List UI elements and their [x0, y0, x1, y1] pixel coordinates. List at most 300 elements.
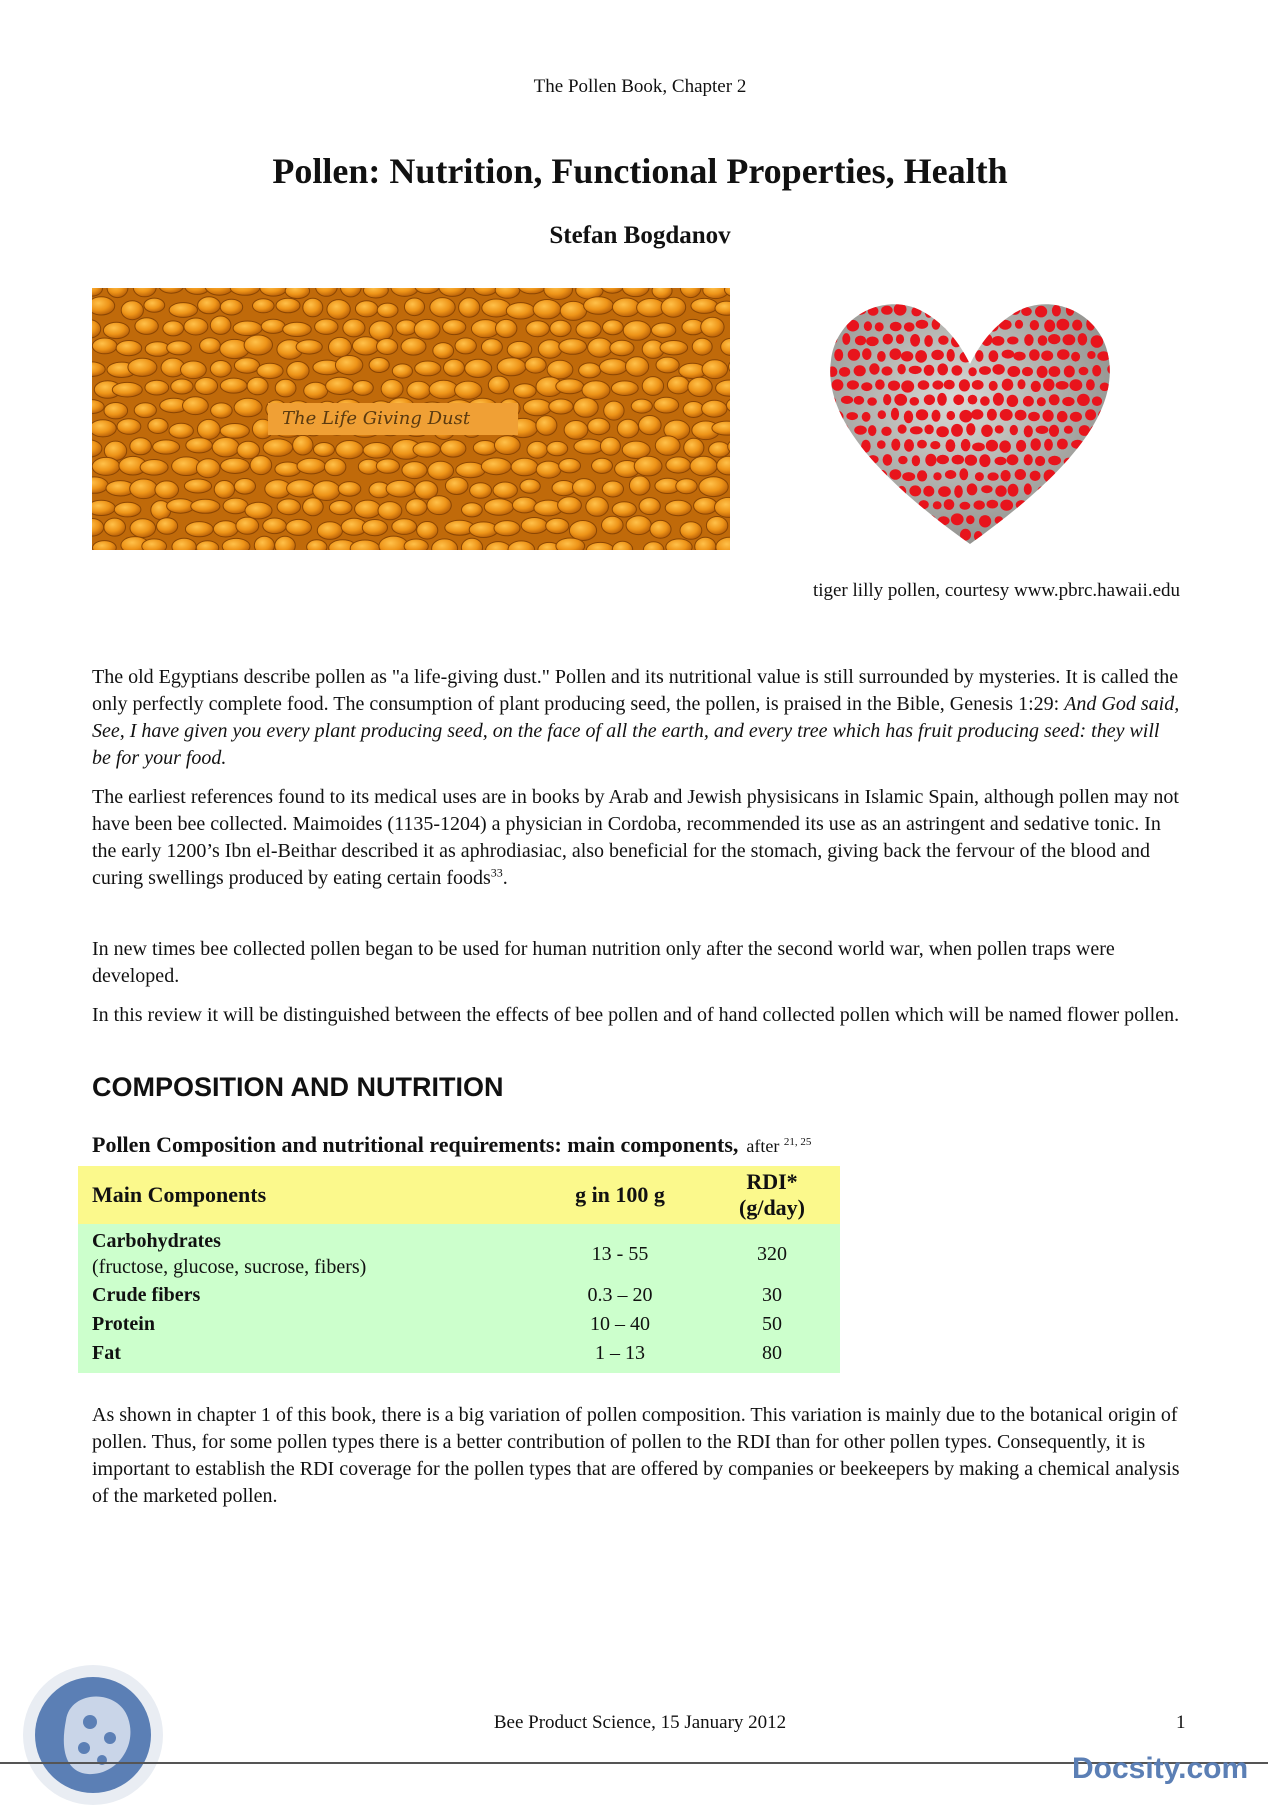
pollen-cell [1106, 453, 1118, 466]
pollen-cell [951, 336, 962, 348]
pollen-cell [1099, 289, 1110, 299]
pollen-cell [862, 348, 871, 360]
pollen-cell [1086, 318, 1095, 331]
pollen-cell [993, 393, 1004, 406]
pollen-cell [1084, 530, 1094, 540]
pollen-pellet [482, 299, 511, 317]
header-g-in-100g: g in 100 g [536, 1166, 704, 1224]
pollen-cell [866, 337, 879, 347]
reference-superscript: 33 [490, 865, 503, 880]
pollen-cell [868, 425, 876, 436]
pollen-cell [1035, 306, 1047, 318]
pollen-pellet [195, 378, 218, 395]
pollen-pellet [144, 298, 165, 312]
pollen-cell [932, 528, 943, 540]
pollen-pellet [275, 379, 296, 397]
pollen-cell [1091, 335, 1104, 348]
pollen-cell [960, 291, 971, 302]
pollen-pellet [181, 361, 207, 379]
pollen-cell [883, 334, 893, 345]
pollen-cell [1016, 292, 1026, 301]
pollen-pellet [355, 500, 381, 518]
pollen-cell [946, 533, 957, 541]
pollen-pellet [443, 320, 466, 335]
pollen-pellet [200, 338, 221, 354]
pollen-cell [1063, 334, 1076, 345]
pollen-cell [1107, 364, 1117, 374]
pollen-cell [1028, 531, 1039, 542]
pollen-pellet [317, 522, 342, 540]
pollen-pellet [514, 384, 537, 398]
row-rdi: 30 [704, 1280, 840, 1309]
pollen-cell [1114, 288, 1125, 300]
pollen-cell [831, 470, 843, 482]
pollen-cell [883, 485, 891, 496]
pollen-cell [1120, 306, 1125, 315]
pollen-cell [1100, 383, 1110, 392]
row-name: Protein [78, 1309, 536, 1338]
pollen-cell [987, 409, 997, 421]
pollen-cell [992, 336, 1005, 346]
pollen-pellet [335, 356, 362, 375]
pollen-pellet [459, 298, 480, 317]
pollen-pellet [392, 519, 417, 535]
pollen-pellet [441, 440, 466, 457]
pollen-pellet [369, 321, 393, 341]
pollen-cell [846, 412, 858, 420]
pollen-pellet [574, 398, 599, 418]
pollen-cell [1107, 337, 1117, 345]
pollen-pellet [104, 403, 128, 419]
pollen-cell [1066, 304, 1074, 316]
pollen-cell [1094, 516, 1103, 527]
pollen-cell [1086, 502, 1096, 511]
pollen-pellet [197, 419, 220, 439]
pollen-pellet [559, 459, 581, 473]
pollen-pellet [564, 421, 588, 440]
pollen-pellet [650, 520, 671, 538]
pollen-cell [847, 320, 860, 332]
pollen-pellet [104, 518, 126, 536]
pollen-pellet [184, 479, 211, 493]
pollen-cell [966, 423, 975, 435]
pollen-pellet [661, 297, 686, 317]
pollen-cell [959, 410, 972, 423]
pollen-pellet [353, 381, 374, 396]
pollen-cell [967, 303, 976, 316]
pollen-pellet [634, 456, 662, 476]
pollen-cell [995, 306, 1005, 316]
pollen-pellet [680, 522, 702, 540]
row-rdi: 80 [704, 1338, 840, 1373]
pollen-pellet [600, 437, 620, 455]
pollen-cell [826, 304, 838, 315]
pollen-cell [917, 470, 927, 481]
pollen-cell [846, 469, 856, 482]
pollen-pellet [525, 357, 546, 373]
pollen-cell [877, 440, 886, 449]
docsity-logo-icon[interactable] [18, 1660, 168, 1810]
pollen-cell [1013, 530, 1026, 542]
pollen-cell [898, 456, 907, 464]
pollen-pellet [222, 538, 250, 550]
pollen-pellet [257, 363, 283, 378]
pollen-pellet [694, 498, 718, 515]
pollen-cell [897, 486, 906, 497]
pollen-pellet [456, 462, 486, 477]
pollen-cell [1024, 334, 1033, 346]
pollen-pellet [603, 320, 624, 335]
pollen-cell [919, 500, 929, 509]
pollen-cell [915, 350, 927, 363]
pollen-cell [947, 349, 955, 362]
row-amount: 13 - 55 [536, 1224, 704, 1280]
pollen-cell [1049, 513, 1060, 526]
pollen-pellet [473, 441, 497, 456]
pollen-pellet [223, 498, 248, 514]
pollen-cell [952, 365, 963, 375]
pollen-cell [881, 427, 891, 436]
pollen-cell [1016, 500, 1027, 509]
pollen-cell [924, 365, 935, 376]
pollen-cell [1077, 394, 1090, 406]
pollen-cell [988, 320, 999, 331]
pollen-pellet [701, 317, 724, 337]
pollen-cell [972, 291, 984, 303]
pollen-cell [1035, 456, 1045, 466]
pollen-cell [1030, 471, 1041, 481]
pollen-cell [1070, 379, 1083, 391]
pollen-cell [960, 352, 972, 363]
pollen-cell [999, 320, 1012, 330]
pollen-pellet [329, 501, 352, 515]
pollen-cell [841, 487, 850, 497]
pollen-pellet [186, 438, 213, 453]
pollen-pellet [469, 522, 498, 538]
pollen-pellet [558, 497, 582, 514]
pollen-cell [894, 394, 907, 406]
pollen-cell [854, 426, 867, 435]
modern-use-paragraph: In new times bee collected pollen began to be used for human nutrition only after the second world war, when pollen traps were developed. [92, 938, 1115, 987]
pollen-cell [1114, 379, 1124, 389]
pollen-cell [891, 439, 900, 451]
pollen-pellet [184, 318, 208, 335]
pollen-pellet [220, 299, 242, 315]
pollen-pellet [155, 481, 179, 499]
pollen-pellet [293, 435, 313, 455]
pollen-pellet [538, 340, 562, 358]
pollen-cell [848, 349, 860, 361]
pollen-cell [866, 484, 879, 497]
pollen-cell [1119, 426, 1125, 435]
pollen-cell [1044, 320, 1055, 333]
pollen-cell [859, 470, 872, 480]
pollen-cell [1000, 409, 1013, 421]
pollen-cell [890, 530, 901, 541]
pollen-cell [861, 440, 871, 453]
history-end: . [502, 867, 508, 889]
pollen-cell [974, 531, 983, 541]
pollen-cell [938, 336, 948, 345]
pollen-pellet [709, 442, 730, 457]
pollen-cell [989, 381, 998, 391]
pollen-pellet [210, 361, 231, 378]
pollen-cell [902, 472, 915, 481]
pollen-cell [911, 307, 921, 317]
pollen-pellet [355, 301, 378, 317]
pollen-pellet [462, 503, 483, 517]
header-rdi-line2: (g/day) [739, 1195, 805, 1220]
pollen-cell [909, 485, 921, 496]
pollen-cell [971, 409, 983, 419]
pollen-cell [855, 336, 866, 346]
pollen-cell [1049, 394, 1060, 405]
pollen-cell [1001, 531, 1013, 543]
header-rdi [704, 1166, 840, 1224]
pollen-cell [878, 410, 886, 419]
pollen-cell [938, 486, 951, 497]
pollen-cell [1064, 426, 1073, 434]
pollen-pellet [263, 518, 287, 534]
pollen-cell [1036, 515, 1048, 525]
pollen-pellet [211, 403, 233, 418]
pollen-cell [875, 500, 888, 511]
pollen-pellet [121, 301, 143, 320]
heart-pollen-image [815, 286, 1125, 556]
pollen-pellet [92, 500, 115, 515]
pollen-pellet [488, 376, 509, 394]
pollen-cell [929, 291, 941, 299]
pollen-pellet [414, 319, 440, 339]
pollen-cell [937, 455, 949, 465]
pollen-cell [1057, 349, 1070, 360]
pollen-pellet [117, 419, 141, 435]
pollen-pellet [245, 502, 272, 519]
pollen-pellet [315, 319, 338, 334]
pollen-cell [867, 515, 879, 523]
pollen-cell [1070, 412, 1082, 422]
bible-quote: And God said, See, I have given you every plant producing seed, on the face of all the earth, and every tree which has fruit producing seed: they will be for your food. [92, 693, 1180, 769]
pollen-cell [995, 425, 1004, 433]
pollen-cell [988, 472, 999, 480]
pollen-cell [980, 396, 990, 406]
docsity-watermark-link[interactable]: Docsity.com [1072, 1752, 1249, 1785]
pollen-pellet [497, 358, 526, 376]
pollen-cell [1007, 366, 1020, 377]
pollen-pellet [494, 521, 520, 536]
pollen-cell [854, 396, 865, 405]
pollen-pellet [702, 360, 728, 379]
pollen-cell [847, 380, 859, 389]
after-refs: 21, 25 [783, 1136, 812, 1148]
pollen-pellet [639, 498, 660, 515]
pollen-pellet [191, 499, 220, 513]
pollen-cell [981, 485, 992, 493]
pollen-cell [1024, 425, 1033, 437]
pollen-pellet [130, 519, 156, 538]
pollen-cell [979, 366, 991, 375]
pollen-cell [932, 319, 941, 330]
pollen-cell [876, 290, 885, 302]
pollen-cell [909, 515, 921, 528]
pollen-cell [1107, 515, 1115, 524]
pollen-cell [1048, 334, 1060, 344]
row-rdi: 50 [704, 1309, 840, 1338]
pollen-pellet [157, 518, 178, 535]
pollen-cell [864, 321, 872, 331]
pollen-pellet [275, 462, 301, 476]
pollen-pellet [549, 399, 573, 414]
pollen-cell [1085, 409, 1096, 420]
pollen-cell [1002, 350, 1015, 359]
pollen-cell [961, 439, 971, 451]
pollen-cell [989, 350, 999, 362]
pollen-pellet [236, 517, 259, 534]
pollen-cell [999, 440, 1011, 452]
pollen-cell [909, 366, 922, 374]
pollen-pellet [250, 456, 272, 475]
pollen-pellet [470, 483, 492, 499]
pollen-cell [1071, 352, 1080, 362]
pollen-pellet [455, 338, 476, 354]
pollen-pellet [622, 441, 650, 458]
pollen-cell [972, 443, 985, 452]
pollen-cell [917, 291, 929, 299]
pollen-cell [1092, 396, 1102, 406]
pollen-cell [832, 441, 845, 449]
pollen-cell [1057, 411, 1068, 422]
pollen-cell [1002, 379, 1014, 391]
pollen-cell [1043, 410, 1054, 422]
pollen-pellet [329, 337, 352, 357]
pollen-pellet [233, 321, 262, 336]
pollen-cell [1042, 532, 1053, 541]
pollen-cell [1036, 426, 1049, 434]
pollen-cell [1030, 500, 1040, 508]
pollen-cell [1079, 425, 1090, 436]
pollen-cell [1077, 516, 1090, 528]
pollen-pellet [612, 298, 640, 317]
pollen-cell [840, 424, 849, 436]
pollen-cell [1119, 456, 1126, 468]
table-row [78, 1280, 840, 1309]
pollen-cell [965, 455, 977, 466]
pollen-pellet [602, 516, 624, 534]
pollen-pellet [429, 380, 458, 398]
pollen-pellet [639, 416, 662, 435]
pollen-cell [995, 457, 1007, 465]
pollen-cell [1023, 396, 1034, 407]
pollen-cell [875, 530, 886, 543]
pollen-pellet [574, 439, 603, 454]
pollen-cell [834, 349, 843, 361]
pollen-pellet [588, 338, 613, 357]
pollen-pellet [533, 300, 561, 319]
pollen-cell [819, 320, 828, 328]
pollen-pellet [314, 443, 335, 457]
pollen-cell [1090, 425, 1103, 436]
pollen-pellet [386, 480, 415, 497]
pollen-pellet [445, 477, 468, 494]
pollen-cell [975, 472, 984, 481]
pollen-pellet [275, 536, 296, 550]
pollen-cell [1015, 469, 1026, 480]
pollen-cell [1071, 470, 1080, 478]
pollen-pellet [493, 482, 517, 498]
pollen-cell [854, 515, 863, 524]
pollen-pellet [336, 441, 364, 459]
after-label: after [746, 1136, 780, 1156]
pollen-cell [888, 500, 899, 512]
pollen-cell [933, 472, 941, 480]
pollen-pellet [684, 438, 704, 457]
pollen-cell [931, 350, 944, 360]
pollen-cell [897, 515, 906, 527]
pollen-cell [1118, 368, 1125, 376]
pollen-pellet [433, 343, 454, 359]
pollen-cell [863, 291, 872, 301]
pollen-pellet [690, 456, 717, 476]
pollen-cell [987, 500, 999, 509]
pollen-cell [917, 440, 927, 449]
pollen-cell [968, 367, 976, 376]
section-heading: COMPOSITION AND NUTRITION [92, 1072, 504, 1102]
pollen-cell [944, 380, 955, 390]
pollen-pellet [526, 321, 549, 337]
document-title: Pollen: Nutrition, Functional Properties, Health [272, 151, 1008, 191]
pollen-cell [1099, 501, 1112, 510]
pollen-pellet [547, 441, 568, 455]
pollen-cell [1010, 425, 1018, 435]
pollen-pellet [287, 480, 316, 497]
row-name: Fat [78, 1338, 536, 1373]
pollen-cell [904, 411, 913, 424]
pollen-pellet [253, 299, 275, 313]
pollen-pellet [660, 341, 688, 355]
author-name: Stefan Bogdanov [549, 222, 731, 249]
pollen-cell [936, 426, 949, 437]
pollen-pellet [116, 341, 142, 356]
pollen-cell [995, 485, 1006, 496]
pollen-cell [1098, 442, 1111, 451]
pollen-cell [1018, 379, 1026, 389]
pollen-cell [859, 529, 871, 541]
pollen-pellet [376, 459, 399, 473]
pollen-pellet [406, 499, 427, 516]
pollen-pellet [604, 401, 624, 420]
pollen-cell [979, 454, 990, 467]
pollen-cell [925, 306, 933, 318]
pollen-cell [1073, 289, 1081, 299]
pollen-cell [903, 290, 914, 301]
pollen-pellet [277, 499, 300, 515]
pollen-cell [889, 292, 897, 302]
pollen-cell [1086, 379, 1095, 390]
pollen-cell [1092, 483, 1102, 495]
pollen-cell [1108, 426, 1117, 435]
pollen-pellet [556, 379, 584, 394]
pollen-pellet [481, 458, 511, 475]
pollen-pellet [430, 298, 455, 317]
pollen-cell [932, 380, 943, 389]
pollen-cell [1049, 366, 1061, 377]
pollen-pellet [134, 403, 156, 418]
pollen-cell [869, 363, 879, 374]
pollen-cell [882, 366, 893, 375]
pollen-pellet [556, 538, 585, 550]
pollen-cell [1087, 439, 1097, 449]
pollen-pellet [234, 358, 259, 373]
